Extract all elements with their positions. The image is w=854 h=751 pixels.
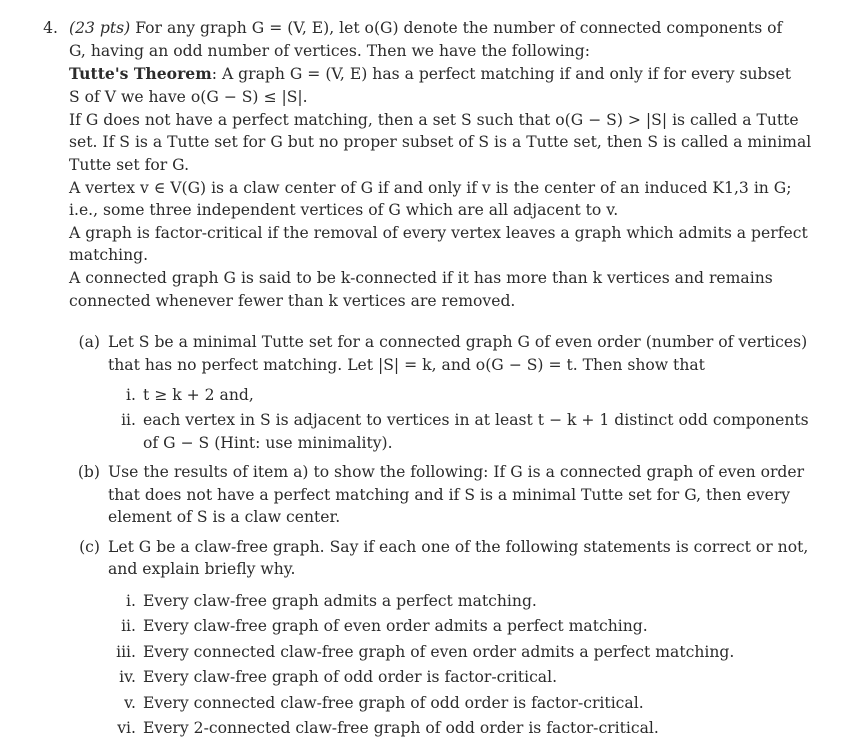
problem-number: 4. — [43, 19, 58, 37]
definition-line: i.e., some three independent vertices of G which are all adjacent to v. — [69, 201, 619, 219]
part-b-line: Use the results of item a) to show the following: If G is a connected graph of even order — [108, 463, 805, 481]
part-a-item-text: t ≥ k + 2 and, — [143, 386, 254, 404]
definition-line: If G does not have a perfect matching, then a set S such that o(G − S) > |S| is called a Tutte — [69, 111, 799, 129]
part-c-item-label: ii. — [121, 617, 136, 635]
part-c-item-text: Every connected claw-free graph of even order admits a perfect matching. — [143, 643, 735, 661]
part-c-item-text: Every claw-free graph of even order admits a perfect matching. — [143, 617, 648, 635]
part-c-item-text: Every 2-connected claw-free graph of odd order is factor-critical. — [143, 719, 659, 737]
part-b-label: (b) — [77, 463, 100, 481]
tutte-theorem-line-2: S of V we have o(G − S) ≤ |S|. — [69, 88, 308, 106]
part-a-line: that has no perfect matching. Let |S| = k, and o(G − S) = t. Then show that — [108, 356, 705, 374]
part-c-item-text: Every claw-free graph admits a perfect matching. — [143, 592, 537, 610]
definition-line: Tutte set for G. — [69, 156, 190, 174]
part-c-line: Let G be a claw-free graph. Say if each one of the following statements is correct or not, — [108, 538, 809, 556]
points-label: (23 pts) — [69, 19, 131, 37]
tutte-theorem-title: Tutte's Theorem — [69, 64, 212, 83]
part-b-line: element of S is a claw center. — [108, 508, 341, 526]
part-a-item-text: of G − S (Hint: use minimality). — [143, 434, 393, 452]
tutte-theorem-line-1: Tutte's Theorem: A graph G = (V, E) has a perfect matching if and only if for every subset — [69, 64, 792, 83]
definition-line: set. If S is a Tutte set for G but no proper subset of S is a Tutte set, then S is called a minimal — [69, 133, 812, 151]
definition-line: matching. — [69, 246, 149, 264]
part-a-label: (a) — [78, 333, 100, 351]
part-a-line: Let S be a minimal Tutte set for a connected graph G of even order (number of vertices) — [108, 333, 808, 351]
definition-line: A graph is factor-critical if the removal of every vertex leaves a graph which admits a perfect — [69, 224, 808, 242]
part-c-item-label: iii. — [116, 643, 136, 661]
part-c-item-label: i. — [126, 592, 136, 610]
part-c-line: and explain briefly why. — [108, 560, 296, 578]
intro-line-1: (23 pts) For any graph G = (V, E), let o(G) denote the number of connected components of — [69, 19, 783, 37]
definition-line: connected whenever fewer than k vertices are removed. — [69, 292, 516, 310]
part-b-line: that does not have a perfect matching and if S is a minimal Tutte set for G, then every — [108, 486, 791, 504]
part-c-item-label: v. — [124, 694, 136, 712]
part-a-item-label: ii. — [121, 411, 136, 429]
definition-line: A vertex v ∈ V(G) is a claw center of G if and only if v is the center of an induced K1,3 in G; — [69, 179, 792, 197]
part-c-item-label: iv. — [119, 668, 136, 686]
part-c-label: (c) — [79, 538, 100, 556]
part-c-item-text: Every connected claw-free graph of odd order is factor-critical. — [143, 694, 644, 712]
part-a-item-text: each vertex in S is adjacent to vertices in at least t − k + 1 distinct odd components — [143, 411, 809, 429]
part-c-item-text: Every claw-free graph of odd order is factor-critical. — [143, 668, 558, 686]
part-a-item-label: i. — [126, 386, 136, 404]
definition-line: A connected graph G is said to be k-connected if it has more than k vertices and remains — [69, 269, 773, 287]
part-c-item-label: vi. — [117, 719, 136, 737]
intro-line-2: G, having an odd number of vertices. Then we have the following: — [69, 42, 590, 60]
